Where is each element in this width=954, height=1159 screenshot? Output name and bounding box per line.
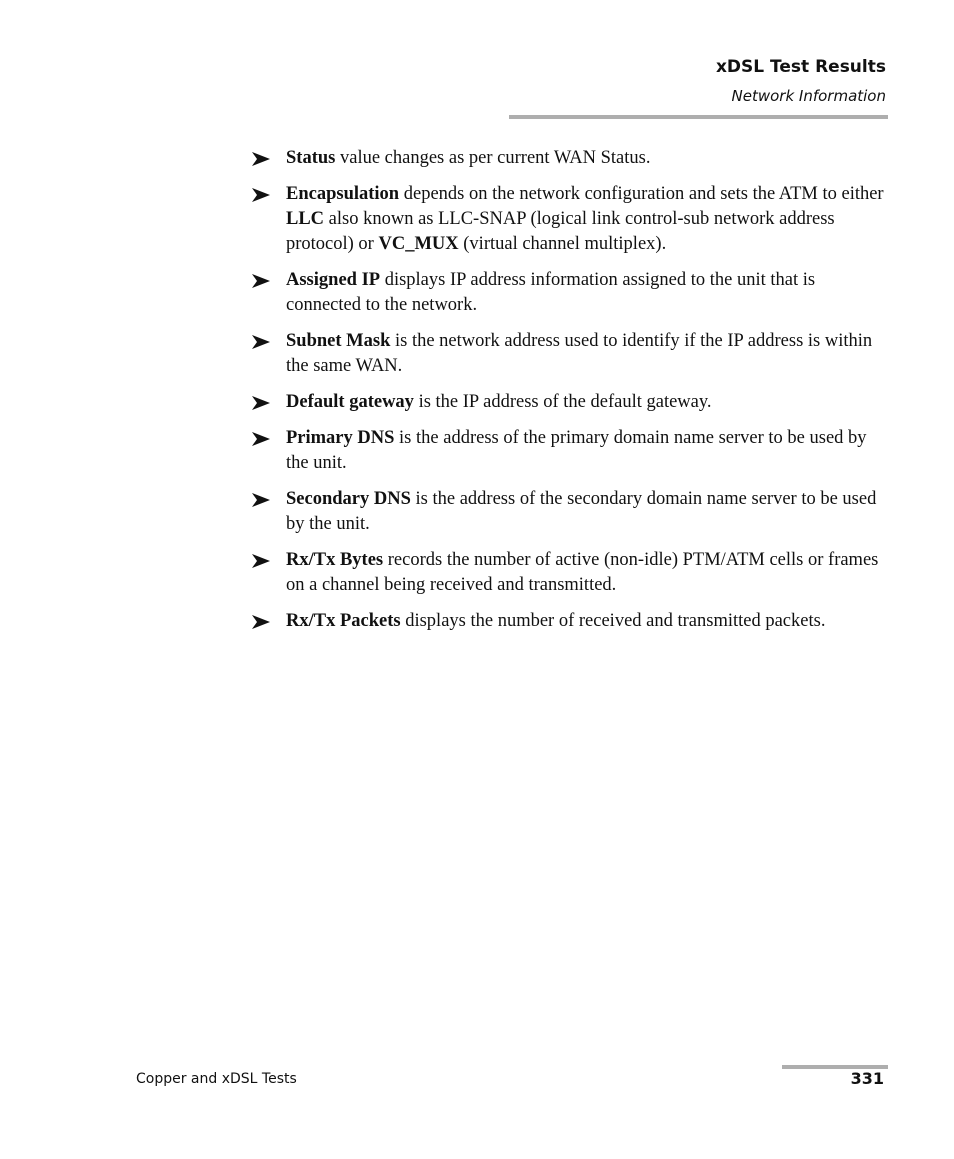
list-item [250, 609, 890, 634]
item-text: also known as LLC-SNAP (logical link control-sub network address protocol) or [286, 209, 835, 254]
item-term: Primary DNS [286, 428, 395, 448]
page-content [250, 146, 890, 645]
item-text: is the IP address of the default gateway. [413, 392, 712, 412]
item-term: Encapsulation [286, 184, 400, 204]
list-item [250, 426, 890, 476]
list-item [250, 487, 890, 537]
item-text: displays IP address information assigned to the unit that is connected to the network. [286, 270, 816, 315]
footer-section-title: Copper and xDSL Tests [136, 1071, 297, 1087]
item-text: is the address of the primary domain name server to be used by the unit. [286, 428, 867, 473]
header-rule [509, 115, 888, 119]
item-term: Secondary DNS [286, 489, 411, 509]
arrowhead-icon [252, 149, 270, 169]
item-term: Subnet Mask [286, 331, 391, 351]
header-title: xDSL Test Results [715, 57, 886, 77]
list-item [250, 548, 890, 598]
item-term-vcmux: VC_MUX [378, 234, 459, 254]
bullet-list [250, 146, 890, 634]
arrowhead-icon [252, 429, 270, 449]
item-text: displays the number of received and transmitted packets. [400, 611, 826, 631]
item-term: Rx/Tx Packets [286, 611, 401, 631]
list-item [250, 146, 890, 171]
item-text: depends on the network configuration and sets the ATM to either [399, 184, 884, 204]
arrowhead-icon [252, 271, 270, 291]
item-text: value changes as per current WAN Status. [335, 148, 651, 168]
page-number: 331 [850, 1069, 884, 1088]
item-text: (virtual channel multiplex). [458, 234, 667, 254]
list-item [250, 182, 890, 257]
item-term: Default gateway [286, 392, 414, 412]
arrowhead-icon [252, 185, 270, 205]
header-subtitle: Network Information [731, 87, 886, 105]
item-term: Status [286, 148, 336, 168]
list-item [250, 268, 890, 318]
arrowhead-icon [252, 332, 270, 352]
item-term: Rx/Tx Bytes [286, 550, 384, 570]
arrowhead-icon [252, 490, 270, 510]
arrowhead-icon [252, 551, 270, 571]
item-text: records the number of active (non-idle) PTM/ATM cells or frames on a channel being received and transmitted. [286, 550, 879, 595]
arrowhead-icon [252, 612, 270, 632]
item-term-llc: LLC [286, 209, 325, 229]
list-item [250, 329, 890, 379]
arrowhead-icon [252, 393, 270, 413]
list-item [250, 390, 890, 415]
item-term: Assigned IP [286, 270, 381, 290]
item-text: is the network address used to identify if the IP address is within the same WAN. [286, 331, 873, 376]
item-text: is the address of the secondary domain name server to be used by the unit. [286, 489, 877, 534]
